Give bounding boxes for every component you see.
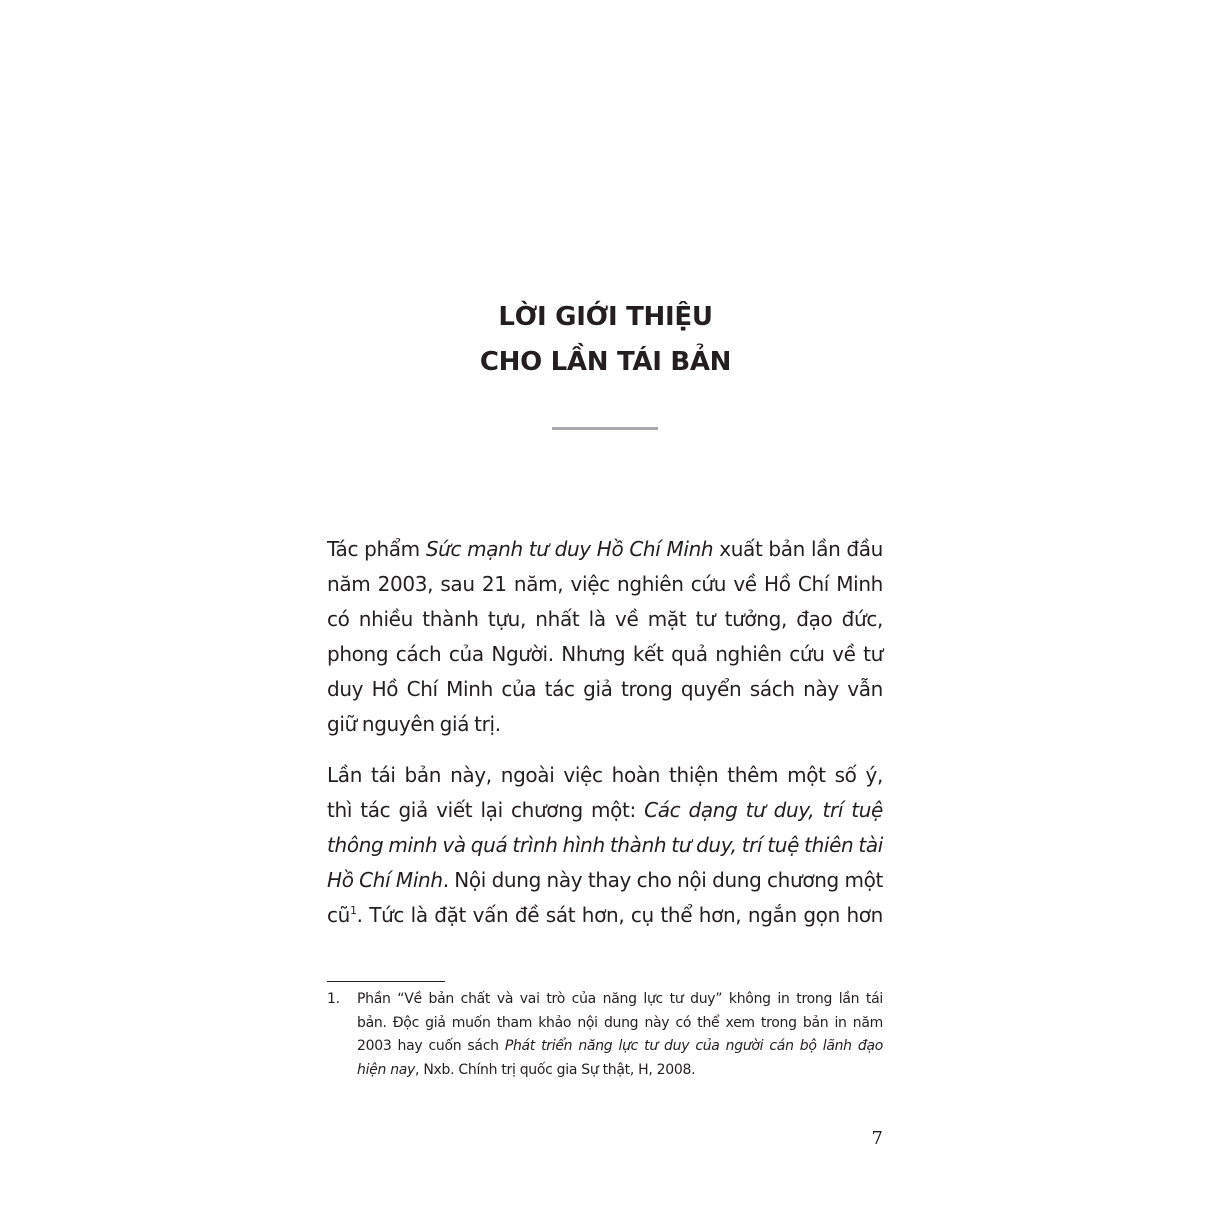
paragraph-2-line-5: $cũ^1$. Tức là đặt vấn đề sát hơn, cụ thể hơn, ngắn gọn hơn xyxy=(327,903,883,927)
paragraph-1-line-2: năm 2003, sau 21 năm, việc nghiên cứu về Hồ Chí Minh xyxy=(327,572,883,596)
paragraph-1-line-6: giữ nguyên giá trị. xyxy=(327,712,501,736)
footnote-number: 1. xyxy=(327,991,340,1007)
title-divider xyxy=(552,427,658,430)
page-number: 7 xyxy=(871,1128,883,1149)
chapter-title-line-1: LỜI GIỚI THIỆU xyxy=(498,302,713,332)
paragraph-1-line-3: có nhiều thành tựu, nhất là về mặt tư tưởng, đạo đức, xyxy=(327,607,883,631)
chapter-title-line-2: CHO LẦN TÁI BẢN xyxy=(479,347,732,377)
footnote-line-3: 2003 hay cuốn sách Phát triển năng lực tư duy của người cán bộ lãnh đạo xyxy=(357,1038,884,1054)
paragraph-1-line-4: phong cách của Người. Nhưng kết quả nghiên cứu về tư xyxy=(327,642,883,666)
footnote-separator xyxy=(327,981,445,982)
paragraph-1-line-5: duy Hồ Chí Minh của tác giả trong quyển sách này vẫn xyxy=(327,677,883,701)
footnote-text xyxy=(357,988,883,1082)
paragraph-1 xyxy=(327,532,883,742)
footnote-reference[interactable]: 1 xyxy=(349,904,357,917)
footnote-line-1: Phần “Về bản chất và vai trò của năng lực tư duy” không in trong lần tái xyxy=(357,991,883,1007)
paragraph-2-line-4: Hồ Chí Minh. Nội dung này thay cho nội dung chương một xyxy=(327,868,883,892)
book-title-italic: Sức mạnh tư duy Hồ Chí Minh xyxy=(425,537,714,561)
paragraph-2 xyxy=(327,758,883,933)
paragraph-2-line-1: Lần tái bản này, ngoài việc hoàn thiện thêm một số ý, xyxy=(327,763,883,787)
paragraph-2-line-3: thông minh và quá trình hình thành tư duy, trí tuệ thiên tài xyxy=(327,833,883,857)
paragraph-2-line-2: thì tác giả viết lại chương một: Các dạng tư duy, trí tuệ xyxy=(327,798,883,822)
paragraph-1-line-1: Tác phẩm Sức mạnh tư duy Hồ Chí Minh xuất bản lần đầu xyxy=(327,537,883,561)
footnote-line-2: bản. Độc giả muốn tham khảo nội dung này có thể xem trong bản in năm xyxy=(357,1014,883,1031)
footnote-line-4: hiện nay, Nxb. Chính trị quốc gia Sự thật, H, 2008. xyxy=(357,1061,696,1078)
